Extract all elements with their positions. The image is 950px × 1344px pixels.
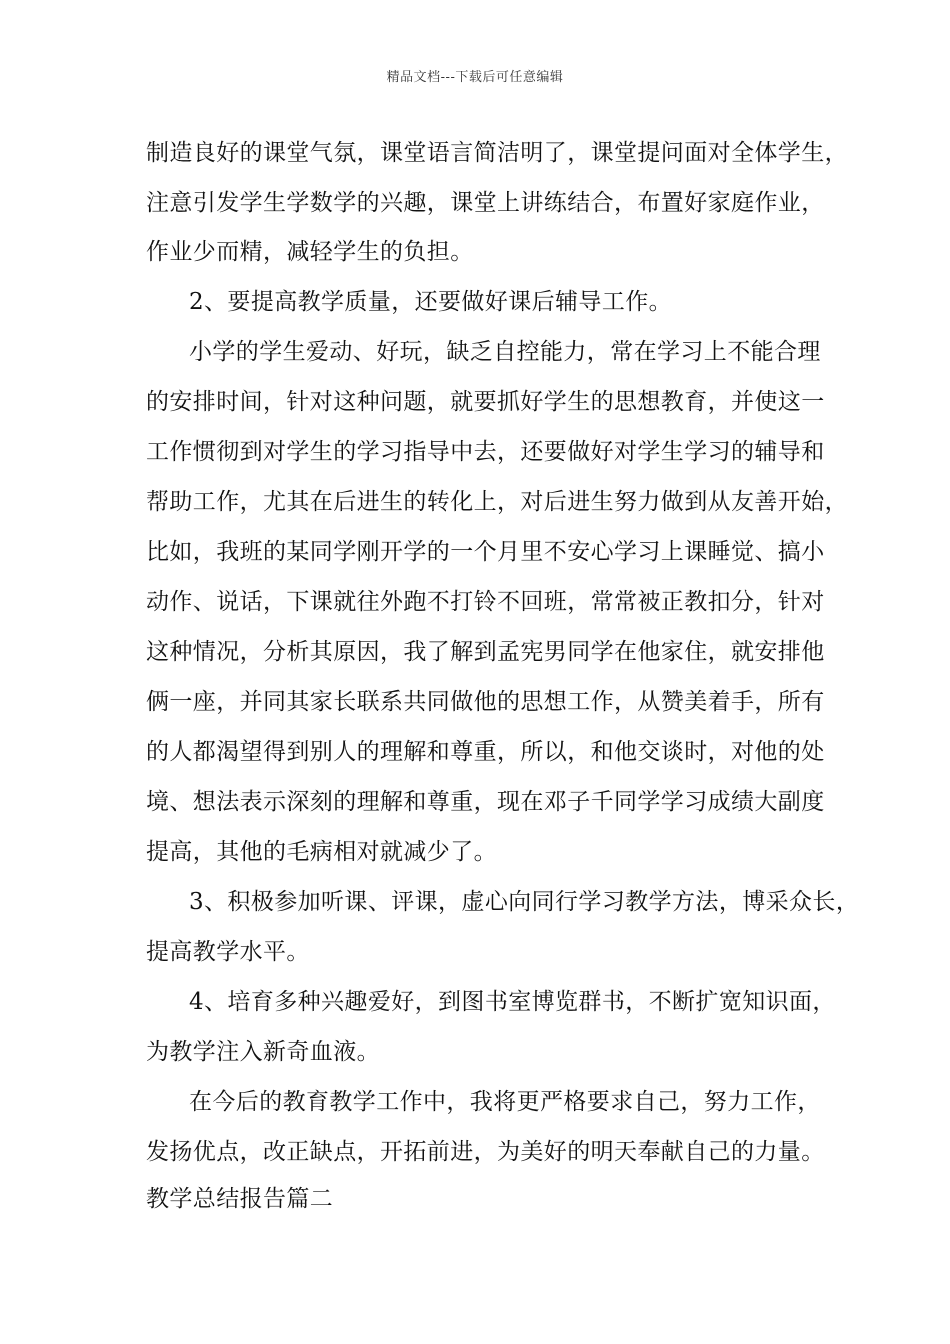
text-line: 帮助工作，尤其在后进生的转化上，对后进生努力做到从友善开始， (146, 489, 848, 515)
text-line: 的安排时间，针对这种问题，就要抓好学生的思想教育，并使这一 (146, 389, 825, 415)
text-line: 提高教学水平。 (146, 939, 310, 965)
text-line: 发扬优点，改正缺点，开拓前进，为美好的明天奉献自己的力量。 (146, 1139, 825, 1165)
text-line: 比如，我班的某同学刚开学的一个月里不安心学习上课睡觉、搞小 (146, 539, 825, 565)
paragraph-item-4: 4、培育多种兴趣爱好，到图书室博览群书，不断扩宽知识面， (189, 989, 836, 1015)
text-line: 动作、说话，下课就往外跑不打铃不回班，常常被正教扣分，针对 (146, 589, 825, 615)
section-heading: 教学总结报告篇二 (146, 1186, 334, 1212)
text-line: 这种情况，分析其原因，我了解到孟宪男同学在他家住，就安排他 (146, 639, 825, 665)
text-line: 俩一座，并同其家长联系共同做他的思想工作，从赞美着手，所有 (146, 689, 825, 715)
text-line: 制造良好的课堂气氛，课堂语言简洁明了，课堂提问面对全体学生， (146, 140, 848, 166)
text-line: 的人都渴望得到别人的理解和尊重，所以，和他交谈时，对他的处 (146, 739, 825, 765)
text-line: 小学的学生爱动、好玩，缺乏自控能力，常在学习上不能合理 (189, 339, 821, 365)
paragraph-item-2: 2、要提高教学质量，还要做好课后辅导工作。 (189, 289, 673, 315)
text-line: 作业少而精，减轻学生的负担。 (146, 239, 474, 265)
paragraph-item-3: 3、积极参加听课、评课，虚心向同行学习教学方法，博采众长， (189, 889, 860, 915)
text-line: 为教学注入新奇血液。 (146, 1039, 380, 1065)
text-line: 境、想法表示深刻的理解和尊重，现在邓子千同学学习成绩大副度 (146, 789, 825, 815)
page-header: 精品文档---下载后可任意编辑 (386, 70, 564, 85)
text-line: 提高，其他的毛病相对就减少了。 (146, 839, 497, 865)
text-line: 在今后的教育教学工作中，我将更严格要求自己，努力工作， (189, 1089, 821, 1115)
text-line: 注意引发学生学数学的兴趣，课堂上讲练结合，布置好家庭作业， (146, 190, 825, 216)
text-line: 工作惯彻到对学生的学习指导中去，还要做好对学生学习的辅导和 (146, 439, 825, 465)
